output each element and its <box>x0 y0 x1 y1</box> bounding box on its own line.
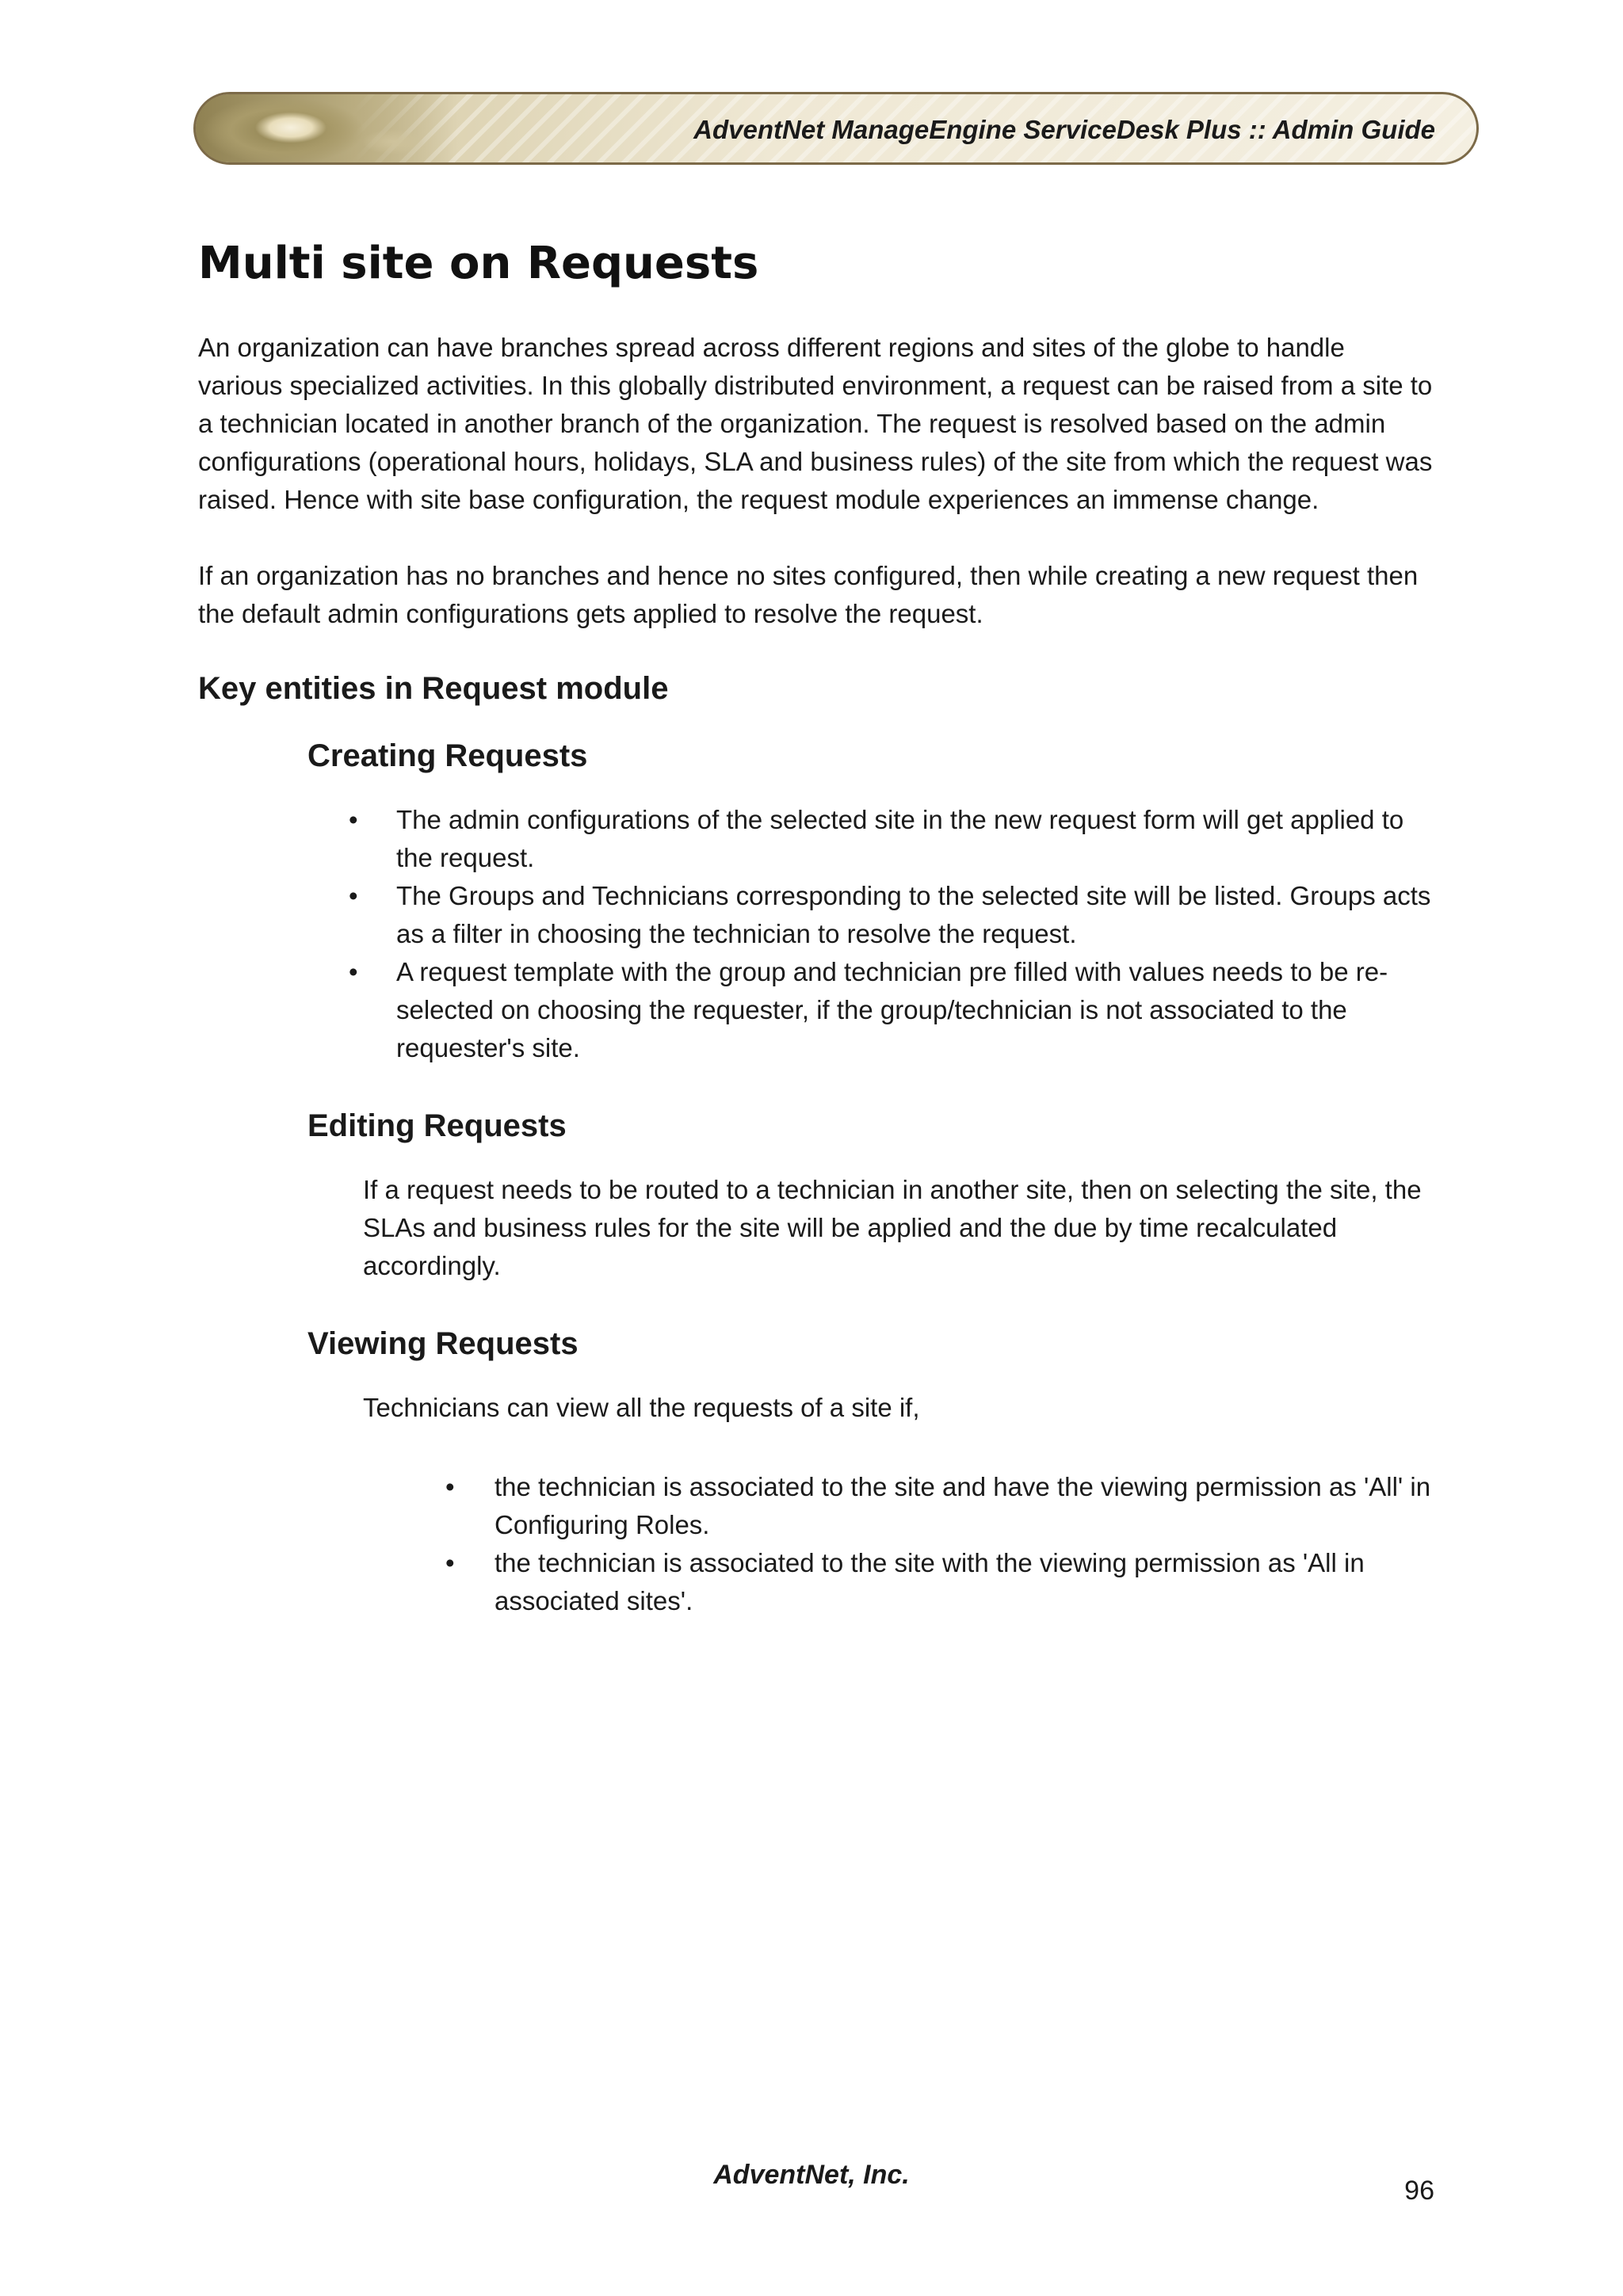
viewing-requests-text: Technicians can view all the requests of a site if, <box>363 1393 920 1422</box>
bullet-icon: • <box>349 957 358 986</box>
bullet-icon: • <box>445 1548 455 1577</box>
section-heading-key-entities: Key entities in Request module <box>198 671 669 706</box>
subheading-viewing-requests: Viewing Requests <box>307 1326 579 1361</box>
list-item-text: the technician is associated to the site and have the viewing permission as 'All' in Configuring Roles. <box>495 1472 1431 1539</box>
banner-decoration-image <box>196 94 457 162</box>
list-item-text: the technician is associated to the site with the viewing permission as 'All in associated sites'. <box>495 1548 1365 1615</box>
footer-company: AdventNet, Inc. <box>713 2160 910 2190</box>
intro-paragraph: If an organization has no branches and hence no sites configured, then while creating a new request then the default admin configurations gets applied to resolve the request. <box>198 561 1419 628</box>
page-number: 96 <box>1404 2176 1434 2206</box>
creating-requests-list <box>198 801 1434 1067</box>
header-banner <box>193 92 1479 165</box>
list-item <box>198 801 1434 877</box>
list-item-text: The admin configurations of the selected site in the new request form will get applied to the request. <box>396 805 1404 872</box>
guide-title: AdventNet ManageEngine ServiceDesk Plus :: Admin Guide <box>693 115 1435 144</box>
subheading-creating-requests: Creating Requests <box>307 738 588 773</box>
list-item-text: The Groups and Technicians corresponding to the selected site will be listed. Groups acts as a filter in choosing the technician to resolve the request. <box>396 881 1431 948</box>
list-item <box>198 953 1434 1067</box>
bullet-icon: • <box>349 881 358 910</box>
list-item <box>198 1468 1434 1544</box>
bullet-icon: • <box>445 1472 455 1501</box>
list-item-text: A request template with the group and technician pre filled with values needs to be re-selected on choosing the requester, if the group/technician is not associated to the requester's site. <box>396 957 1388 1062</box>
page-title: Multi site on Requests <box>198 238 759 289</box>
intro-paragraph: An organization can have branches spread across different regions and sites of the globe to handle various specialized activities. In this globally distributed environment, a request can be raised from a site to a technician located in another branch of the organization. The request is resolved based on the admin configurations (operational hours, holidays, SLA and business rules) of the site from which the request was raised. Hence with site base configuration, the request module experiences an immense change. <box>198 333 1433 514</box>
bullet-icon: • <box>349 805 358 834</box>
editing-requests-text: If a request needs to be routed to a technician in another site, then on selecting the site, the SLAs and business rules for the site will be applied and the due by time recalculated accordingly. <box>363 1175 1422 1280</box>
list-item <box>198 1544 1434 1620</box>
subheading-editing-requests: Editing Requests <box>307 1108 567 1143</box>
viewing-requests-list <box>198 1468 1434 1620</box>
page-content <box>198 238 1434 1661</box>
list-item <box>198 877 1434 953</box>
